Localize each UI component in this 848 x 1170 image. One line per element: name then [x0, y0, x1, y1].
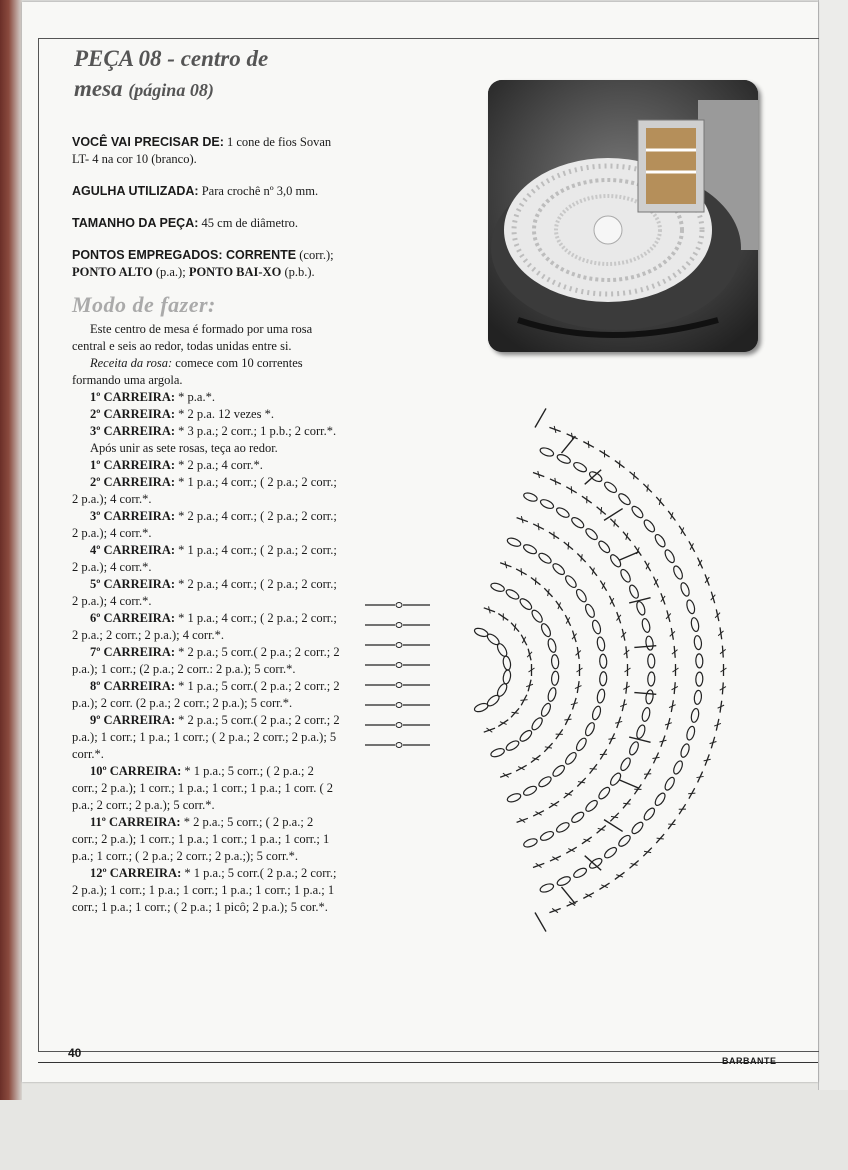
chart-symbol	[503, 561, 509, 568]
pattern-row	[72, 389, 340, 406]
stitch-2-abbr: (p.a.);	[152, 265, 189, 279]
chart-symbol	[583, 837, 590, 844]
chart-symbol	[396, 663, 402, 668]
chart-symbol	[552, 426, 558, 433]
row-text: * 1 p.a.; 5 corr.; ( 2 p.a.; 2 corr.; 2 p.a.); 1 corr.; 1 p.a.; 1 corr.; 1 p.a.; 1 corr. ( 2 p.a.; 2 corr.; 2 p.a.); 5 corr.*.	[72, 764, 334, 812]
chart-symbol	[584, 527, 599, 542]
stitch-3-abbr: (p.b.).	[281, 265, 315, 279]
chart-symbol	[500, 613, 507, 620]
chart-symbol	[396, 703, 402, 708]
row-number: 8º CARREIRA:	[90, 679, 176, 693]
chart-symbol	[690, 617, 700, 632]
chart-symbol	[520, 697, 527, 703]
row-number: 9º CARREIRA:	[90, 713, 176, 727]
chart-symbol	[552, 855, 558, 862]
chart-symbol	[652, 755, 659, 761]
chart-symbol	[628, 584, 640, 600]
chart-symbol	[696, 672, 704, 686]
chart-symbol	[583, 496, 590, 503]
needle-block	[72, 183, 340, 200]
chart-symbol	[535, 523, 541, 530]
chart-symbol	[561, 887, 575, 904]
row-number: 6º CARREIRA:	[90, 611, 176, 625]
needle-label: AGULHA UTILIZADA:	[72, 184, 199, 198]
row-number: 10º CARREIRA:	[90, 764, 182, 778]
chart-symbol	[584, 799, 599, 814]
method-intro: Este centro de mesa é formado por uma rosa central e seis ao redor, todas unidas entre si.	[72, 322, 313, 353]
stitch-1-abbr: (corr.);	[296, 248, 334, 262]
chart-symbol	[688, 543, 695, 549]
chart-symbol	[518, 765, 524, 772]
chart-symbol	[396, 723, 402, 728]
size-label: TAMANHO DA PEÇA:	[72, 216, 199, 230]
row-number: 11º CARREIRA:	[90, 815, 181, 829]
row-number: 7º CARREIRA:	[90, 645, 176, 659]
row-text: * 2 p.a. 12 vezes *.	[175, 407, 274, 421]
pattern-row	[72, 457, 340, 474]
rose-recipe	[72, 355, 340, 389]
chart-symbol	[551, 654, 559, 669]
chart-symbol	[704, 577, 711, 583]
chart-symbol	[555, 506, 571, 519]
chart-symbol	[685, 599, 696, 614]
page-number: 40	[68, 1046, 82, 1060]
row-number: 1º CARREIRA:	[90, 390, 176, 404]
chart-symbol	[519, 817, 525, 824]
chart-symbol	[540, 622, 553, 638]
rows-list	[72, 457, 340, 916]
row-text: * 1 p.a.; 4 corr.; ( 2 p.a.; 2 corr.; 2 p.a.); 4 corr.*.	[72, 475, 337, 506]
chart-symbol	[642, 806, 656, 821]
chart-symbol	[522, 784, 538, 797]
chart-symbol	[518, 568, 524, 575]
rose-rows	[72, 389, 340, 440]
chart-symbol	[642, 518, 656, 533]
pattern-row	[72, 423, 340, 440]
chart-symbol	[530, 609, 544, 624]
doily-photo	[488, 80, 758, 352]
materials-block	[72, 134, 340, 168]
chart-symbol	[396, 603, 402, 608]
chart-symbol	[630, 505, 645, 520]
title-line-1: PEÇA 08 - centro de	[74, 46, 269, 71]
chart-symbol	[615, 615, 622, 621]
chart-symbol	[486, 606, 492, 613]
chart-symbol	[564, 574, 578, 589]
chart-symbol	[663, 548, 676, 564]
chart-symbol	[496, 642, 509, 658]
row-number: 1º CARREIRA:	[90, 458, 176, 472]
chart-symbol	[572, 866, 588, 879]
chart-symbol	[555, 821, 571, 834]
chart-symbol	[635, 601, 646, 617]
chart-symbol	[570, 516, 585, 530]
row-text: * 2 p.a.; 4 corr.*.	[175, 458, 263, 472]
chart-symbol	[490, 582, 506, 593]
rose-label: Receita da rosa:	[90, 356, 173, 370]
chart-symbol	[584, 603, 596, 619]
chart-symbol	[530, 716, 544, 731]
chart-symbol	[518, 597, 533, 612]
row-text: * 2 p.a.; 5 corr.; ( 2 p.a.; 2 corr.; 2 p.a.); 1 corr.; 1 p.a.; 1 corr.; 1 p.a.; 1 corr.; 1 p.a.; 1 corr.; ( 2 p.a.; 2 corr.; 2 p.a.;); 5 corr.*.	[72, 815, 330, 863]
row-text: * 1 p.a.; 4 corr.; ( 2 p.a.; 2 corr.; 2 p.a.); 4 corr.*.	[72, 543, 337, 574]
chart-symbol	[564, 617, 571, 623]
chart-symbol	[599, 654, 607, 668]
chart-symbol	[506, 537, 522, 548]
chart-symbol	[609, 553, 623, 568]
chart-symbol	[619, 780, 639, 789]
chart-symbol	[628, 741, 640, 757]
chart-symbol	[561, 436, 575, 453]
chart-symbol	[551, 671, 559, 686]
chart-symbol	[679, 806, 686, 813]
chart-symbol	[502, 656, 511, 671]
chart-symbol	[704, 757, 711, 763]
chart-symbol	[520, 637, 527, 643]
chart-symbol	[617, 834, 632, 849]
chart-symbol	[690, 708, 700, 723]
chart-symbol	[630, 820, 645, 835]
row-number: 3º CARREIRA:	[90, 509, 176, 523]
chart-symbol	[601, 450, 608, 457]
pattern-row	[72, 678, 340, 712]
chart-symbol	[641, 618, 651, 633]
chart-symbol	[539, 830, 555, 842]
title-line-2-wrap	[74, 74, 474, 105]
chart-symbol	[396, 643, 402, 648]
chart-symbol	[694, 635, 703, 650]
chart-symbol	[505, 739, 521, 752]
crochet-chart-svg	[355, 380, 815, 960]
pattern-row	[72, 474, 340, 508]
chart-symbol	[568, 847, 574, 854]
pattern-row	[72, 814, 340, 865]
chart-symbol	[552, 478, 558, 485]
chart-symbol	[604, 820, 623, 832]
pattern-row	[72, 508, 340, 542]
chart-symbol	[486, 727, 492, 734]
pattern-row	[72, 542, 340, 576]
chart-symbol	[600, 751, 607, 758]
chart-symbol	[615, 719, 622, 725]
chart-symbol	[473, 702, 489, 713]
chart-symbol	[535, 912, 546, 931]
chart-symbol	[556, 875, 572, 887]
row-number: 12º CARREIRA:	[90, 866, 182, 880]
stitches-label: PONTOS EMPREGADOS:	[72, 248, 223, 262]
stitch-1: CORRENTE	[222, 248, 297, 262]
chart-symbol	[575, 737, 589, 753]
materials-text: 1 cone de fios Sovan LT- 4 na cor 10 (branco).	[72, 135, 332, 166]
book-spine	[0, 0, 22, 1100]
chart-symbol	[591, 705, 602, 720]
chart-symbol	[591, 619, 602, 634]
chart-symbol	[647, 654, 655, 668]
chart-symbol	[569, 433, 575, 440]
chart-symbol	[556, 731, 563, 738]
footer-rule	[38, 1062, 818, 1063]
crochet-diagram	[355, 380, 815, 960]
chart-symbol	[635, 724, 646, 740]
chart-symbol	[644, 771, 651, 777]
chart-symbol	[522, 543, 538, 556]
chart-symbol	[585, 441, 591, 448]
chart-symbol	[653, 533, 667, 549]
row-number: 2º CARREIRA:	[90, 475, 176, 489]
chart-symbol	[536, 471, 542, 478]
chart-symbol	[502, 669, 511, 684]
chart-symbol	[556, 453, 572, 465]
chart-symbol	[619, 552, 639, 561]
chart-symbol	[672, 565, 684, 581]
chart-symbol	[569, 900, 575, 907]
chart-symbol	[540, 702, 553, 718]
pattern-row	[72, 712, 340, 763]
chart-symbol	[645, 636, 654, 651]
chart-symbol	[697, 774, 704, 780]
chart-symbol	[396, 743, 402, 748]
row-number: 5º CARREIRA:	[90, 577, 176, 591]
chart-symbol	[608, 736, 615, 742]
method-heading: Modo de fazer:	[72, 292, 216, 317]
row-text: * p.a.*.	[175, 390, 215, 404]
size-block	[72, 215, 340, 232]
row-text: * 1 p.a.; 4 corr.; ( 2 p.a.; 2 corr.; 2 p.a.; 2 corr.; 2 p.a.); 4 corr.*.	[72, 611, 337, 642]
rose-text: comece com 10 correntes formando uma argola.	[72, 356, 303, 387]
stitches-block	[72, 247, 340, 281]
chart-symbol	[685, 726, 696, 741]
chart-symbol	[536, 862, 542, 869]
chart-symbol	[608, 598, 615, 604]
chart-symbol	[604, 509, 623, 521]
row-text: * 2 p.a.; 5 corr.( 2 p.a.; 2 corr.; 2 p.a.); 1 corr.; 1 p.a.; 1 corr.; ( 2 p.a.; 2 corr.; 2 p.a.); 5 corr.*.	[72, 713, 340, 761]
chart-symbol	[539, 498, 555, 510]
row-text: * 2 p.a.; 5 corr.( 2 p.a.; 2 corr.; 2 p.a.); 1 corr.; (2 p.a.; 2 corr.: 2 p.a.); 5 corr.*.	[72, 645, 340, 676]
pattern-row	[72, 610, 340, 644]
chart-symbol	[570, 810, 585, 824]
chart-symbol	[585, 892, 591, 899]
chart-symbol	[619, 756, 632, 772]
chart-symbol	[564, 716, 571, 722]
pattern-row	[72, 763, 340, 814]
chart-symbol	[597, 786, 612, 801]
chart-symbol	[396, 683, 402, 688]
chart-symbol	[523, 837, 539, 848]
chart-symbol	[539, 882, 555, 893]
needle-text: Para crochê nº 3,0 mm.	[198, 184, 319, 198]
chart-symbol	[617, 492, 632, 507]
chart-symbol	[473, 627, 489, 638]
row-text: * 1 p.a.; 5 corr.( 2 p.a.; 2 corr.; 2 p.a.); 1 corr.; 1 p.a.; 1 corr.; 1 p.a.; 1 corr.; 1 p.a.; 1 corr.; 1 p.a.; 1 corr.; ( 2 p.a.; 1 picô; 2 p.a.); 5 cor.*.	[72, 866, 337, 914]
chart-symbol	[568, 486, 574, 493]
chart-symbol	[396, 623, 402, 628]
chart-symbol	[679, 743, 690, 759]
chart-symbol	[551, 801, 558, 808]
pattern-row	[72, 576, 340, 610]
title-page-ref: (página 08)	[128, 80, 214, 100]
materials-label: VOCÊ VAI PRECISAR DE:	[72, 135, 224, 149]
row-number: 4º CARREIRA:	[90, 543, 176, 557]
chart-symbol	[535, 810, 541, 817]
chart-symbol	[547, 638, 558, 653]
chart-symbol	[500, 719, 507, 726]
chart-symbol	[619, 568, 632, 584]
chart-symbol	[647, 672, 655, 686]
row-text: * 2 p.a.; 4 corr.; ( 2 p.a.; 2 corr.; 2 p.a.); 4 corr.*.	[72, 509, 337, 540]
size-text: 45 cm de diâmetro.	[198, 216, 299, 230]
chart-symbol	[609, 771, 623, 786]
chart-symbol	[506, 792, 522, 803]
chart-symbol	[564, 751, 578, 766]
stitch-2: PONTO ALTO	[72, 265, 153, 279]
chart-symbol	[537, 551, 552, 565]
chart-symbol	[659, 738, 666, 744]
stitch-3: PONTO BAI-XO	[188, 265, 282, 279]
chart-symbol	[535, 408, 546, 427]
magazine-brand: BARBANTE	[722, 1056, 777, 1066]
chart-symbol	[523, 491, 539, 502]
chart-symbol	[505, 588, 521, 601]
chart-symbol	[572, 461, 588, 474]
instructions-column	[72, 134, 340, 916]
chart-symbol	[659, 596, 666, 602]
chart-symbol	[694, 690, 703, 705]
chart-symbol	[575, 588, 589, 604]
chart-symbol	[584, 721, 596, 737]
chart-symbol	[490, 747, 506, 758]
pattern-row	[72, 644, 340, 678]
chart-symbol	[551, 562, 566, 577]
chart-symbol	[600, 582, 607, 589]
chart-symbol	[644, 563, 651, 569]
chart-symbol	[641, 707, 651, 722]
chart-symbol	[679, 582, 690, 598]
row-text: * 2 p.a.; 4 corr.; ( 2 p.a.; 2 corr.; 2 p.a.); 4 corr.*.	[72, 577, 337, 608]
chart-symbol	[547, 687, 558, 702]
pattern-row	[72, 406, 340, 423]
chart-symbol	[519, 516, 525, 523]
chart-symbol	[688, 790, 695, 796]
chart-symbol	[601, 883, 608, 890]
chart-symbol	[697, 560, 704, 566]
row-number: 2º CARREIRA:	[90, 407, 176, 421]
chart-symbol	[556, 602, 563, 609]
page-title	[74, 44, 474, 105]
chart-symbol	[672, 760, 684, 776]
pattern-row	[72, 865, 340, 916]
doily-photo-illustration	[488, 80, 758, 352]
chart-symbol	[552, 907, 558, 914]
chart-symbol	[551, 532, 558, 539]
chart-symbol	[596, 689, 606, 704]
chart-symbol	[537, 775, 552, 789]
chart-symbol	[596, 636, 606, 651]
chart-symbol	[653, 792, 667, 808]
chart-symbol	[603, 480, 618, 494]
chart-symbol	[603, 846, 618, 860]
row-text: * 3 p.a.; 2 corr.; 1 p.b.; 2 corr.*.	[175, 424, 337, 438]
adjacent-page-edge	[818, 0, 848, 1090]
chart-symbol	[599, 672, 607, 686]
chart-symbol	[588, 470, 604, 484]
chart-symbol	[679, 527, 686, 534]
chart-symbol	[551, 764, 566, 779]
chart-symbol	[652, 579, 659, 585]
row-text: * 1 p.a.; 5 corr.( 2 p.a.; 2 corr.; 2 p.a.); 2 corr. (2 p.a.; 2 corr.; 2 p.a.); 5 corr.*.	[72, 679, 340, 710]
chart-symbol	[696, 654, 704, 668]
chart-symbol	[663, 776, 676, 792]
after-roses: Após unir as sete rosas, teça ao redor.	[90, 441, 278, 455]
title-line-2: mesa	[74, 76, 123, 101]
chart-symbol	[503, 772, 509, 779]
chart-symbol	[597, 539, 612, 554]
scan-background	[0, 1082, 848, 1170]
chart-symbol	[518, 729, 533, 744]
chart-symbol	[645, 689, 654, 704]
chart-symbol	[588, 857, 604, 871]
row-number: 3º CARREIRA:	[90, 424, 176, 438]
chart-symbol	[539, 446, 555, 457]
